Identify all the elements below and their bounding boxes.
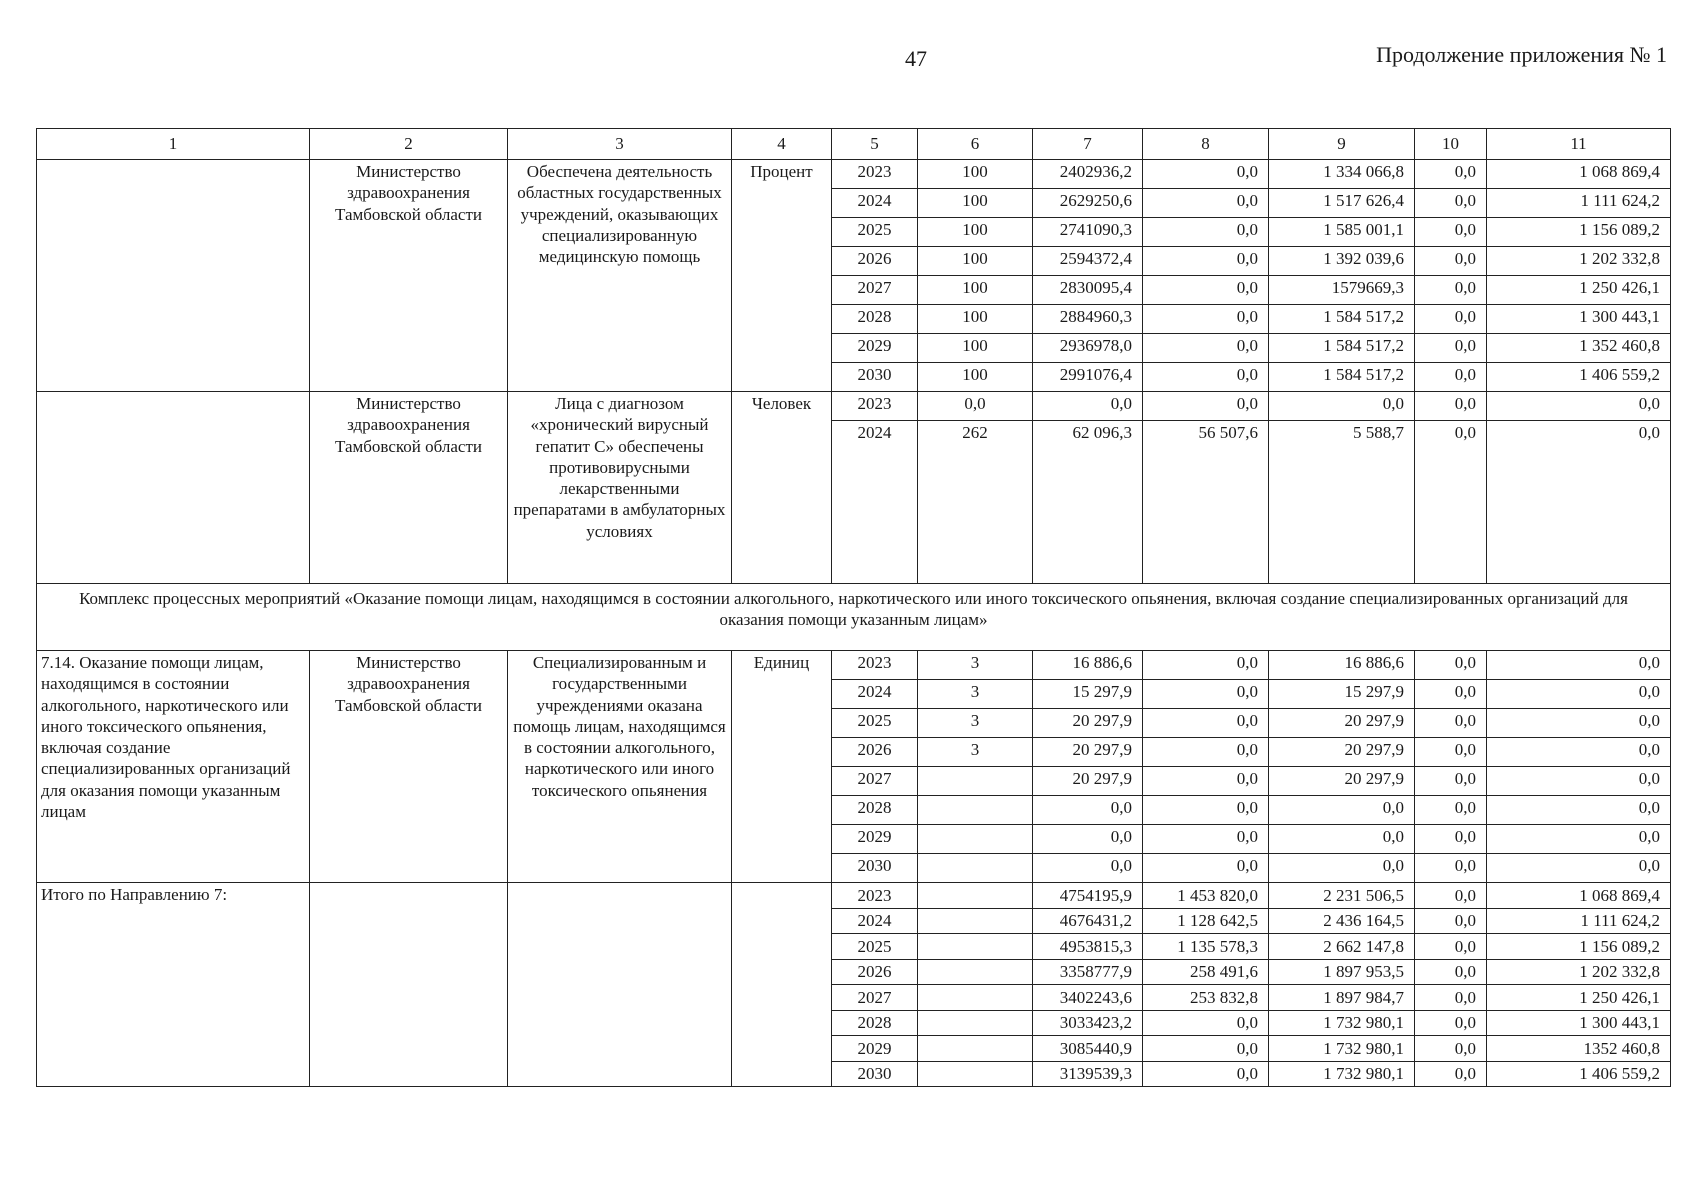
regional-budget: 2 662 147,8	[1269, 934, 1415, 960]
col-header: 10	[1415, 129, 1487, 160]
year: 2025	[832, 934, 918, 960]
extra-budget: 1 300 443,1	[1487, 1010, 1671, 1036]
regional-budget: 1 334 066,8	[1269, 160, 1415, 189]
col-header: 7	[1033, 129, 1143, 160]
local-budget: 0,0	[1415, 247, 1487, 276]
year: 2024	[832, 680, 918, 709]
year: 2029	[832, 1036, 918, 1062]
local-budget: 0,0	[1415, 392, 1487, 421]
regional-budget: 20 297,9	[1269, 738, 1415, 767]
total-funding: 20 297,9	[1033, 738, 1143, 767]
extra-budget: 0,0	[1487, 854, 1671, 883]
federal-budget: 0,0	[1143, 247, 1269, 276]
local-budget: 0,0	[1415, 854, 1487, 883]
total-funding: 2402936,2	[1033, 160, 1143, 189]
indicator-value	[918, 854, 1033, 883]
extra-budget: 0,0	[1487, 709, 1671, 738]
federal-budget: 0,0	[1143, 709, 1269, 738]
federal-budget: 0,0	[1143, 392, 1269, 421]
extra-budget: 1 406 559,2	[1487, 363, 1671, 392]
regional-budget: 1 584 517,2	[1269, 363, 1415, 392]
local-budget: 0,0	[1415, 883, 1487, 909]
federal-budget: 258 491,6	[1143, 959, 1269, 985]
indicator-value: 100	[918, 363, 1033, 392]
year: 2029	[832, 334, 918, 363]
regional-budget: 1 897 953,5	[1269, 959, 1415, 985]
year: 2029	[832, 825, 918, 854]
total-funding: 16 886,6	[1033, 651, 1143, 680]
regional-budget: 2 231 506,5	[1269, 883, 1415, 909]
section-title: Комплекс процессных мероприятий «Оказание помощи лицам, находящимся в состоянии алкогольного, наркотического или иного токсического опьянения, включая создание специализированных организаций для оказания помощи указанным лицам»	[37, 584, 1671, 651]
total-funding: 3139539,3	[1033, 1061, 1143, 1087]
continuation-note: Продолжение приложения № 1	[1376, 42, 1667, 67]
indicator-value	[918, 908, 1033, 934]
federal-budget: 0,0	[1143, 1010, 1269, 1036]
indicator-value	[918, 959, 1033, 985]
federal-budget: 0,0	[1143, 1036, 1269, 1062]
table-row	[37, 392, 1671, 421]
total-funding: 4953815,3	[1033, 934, 1143, 960]
indicator-value	[918, 1061, 1033, 1087]
total-funding: 2594372,4	[1033, 247, 1143, 276]
indicator-value: 3	[918, 738, 1033, 767]
regional-budget: 16 886,6	[1269, 651, 1415, 680]
extra-budget: 1 300 443,1	[1487, 305, 1671, 334]
extra-budget: 0,0	[1487, 796, 1671, 825]
federal-budget: 0,0	[1143, 189, 1269, 218]
total-funding: 2936978,0	[1033, 334, 1143, 363]
indicator-value: 100	[918, 334, 1033, 363]
year: 2023	[832, 883, 918, 909]
regional-budget: 1 392 039,6	[1269, 247, 1415, 276]
total-funding: 3085440,9	[1033, 1036, 1143, 1062]
extra-budget: 1 250 426,1	[1487, 985, 1671, 1011]
regional-budget: 0,0	[1269, 392, 1415, 421]
extra-budget: 0,0	[1487, 825, 1671, 854]
year: 2030	[832, 363, 918, 392]
program-table	[36, 128, 1671, 1087]
col-header: 8	[1143, 129, 1269, 160]
federal-budget: 0,0	[1143, 160, 1269, 189]
federal-budget: 0,0	[1143, 825, 1269, 854]
table-row	[37, 160, 1671, 189]
federal-budget: 0,0	[1143, 738, 1269, 767]
local-budget: 0,0	[1415, 160, 1487, 189]
indicator-value: 262	[918, 421, 1033, 584]
year: 2030	[832, 854, 918, 883]
page-number: 47	[905, 46, 927, 71]
federal-budget: 1 128 642,5	[1143, 908, 1269, 934]
col-header: 5	[832, 129, 918, 160]
regional-budget: 20 297,9	[1269, 709, 1415, 738]
regional-budget: 1 584 517,2	[1269, 334, 1415, 363]
extra-budget: 1 068 869,4	[1487, 883, 1671, 909]
regional-budget: 2 436 164,5	[1269, 908, 1415, 934]
col-header: 2	[310, 129, 508, 160]
indicator-value	[918, 883, 1033, 909]
total-funding: 4754195,9	[1033, 883, 1143, 909]
executor: Министерство здравоохранения Тамбовской области	[310, 160, 508, 392]
federal-budget: 253 832,8	[1143, 985, 1269, 1011]
total-funding: 2884960,3	[1033, 305, 1143, 334]
local-budget: 0,0	[1415, 363, 1487, 392]
regional-budget: 1 732 980,1	[1269, 1010, 1415, 1036]
indicator-value: 100	[918, 305, 1033, 334]
total-funding: 62 096,3	[1033, 421, 1143, 584]
year: 2026	[832, 738, 918, 767]
col-header: 4	[732, 129, 832, 160]
regional-budget: 1579669,3	[1269, 276, 1415, 305]
local-budget: 0,0	[1415, 334, 1487, 363]
total-funding: 2830095,4	[1033, 276, 1143, 305]
indicator-value: 3	[918, 709, 1033, 738]
extra-budget: 0,0	[1487, 738, 1671, 767]
extra-budget: 1 156 089,2	[1487, 934, 1671, 960]
regional-budget: 1 897 984,7	[1269, 985, 1415, 1011]
executor	[310, 883, 508, 1087]
year: 2024	[832, 421, 918, 584]
extra-budget: 1 250 426,1	[1487, 276, 1671, 305]
regional-budget: 20 297,9	[1269, 767, 1415, 796]
extra-budget: 0,0	[1487, 392, 1671, 421]
result-description	[508, 883, 732, 1087]
total-funding: 20 297,9	[1033, 767, 1143, 796]
local-budget: 0,0	[1415, 305, 1487, 334]
federal-budget: 1 135 578,3	[1143, 934, 1269, 960]
local-budget: 0,0	[1415, 651, 1487, 680]
total-funding: 0,0	[1033, 825, 1143, 854]
total-funding: 4676431,2	[1033, 908, 1143, 934]
regional-budget: 1 732 980,1	[1269, 1061, 1415, 1087]
total-funding: 0,0	[1033, 392, 1143, 421]
unit	[732, 883, 832, 1087]
indicator-value: 100	[918, 189, 1033, 218]
local-budget: 0,0	[1415, 1010, 1487, 1036]
unit: Единиц	[732, 651, 832, 883]
total-funding: 3402243,6	[1033, 985, 1143, 1011]
local-budget: 0,0	[1415, 985, 1487, 1011]
measure-name: Итого по Направлению 7:	[37, 883, 310, 1087]
measure-name	[37, 160, 310, 392]
local-budget: 0,0	[1415, 825, 1487, 854]
local-budget: 0,0	[1415, 1061, 1487, 1087]
unit: Человек	[732, 392, 832, 584]
indicator-value	[918, 1036, 1033, 1062]
extra-budget: 1 202 332,8	[1487, 959, 1671, 985]
local-budget: 0,0	[1415, 959, 1487, 985]
executor: Министерство здравоохранения Тамбовской области	[310, 651, 508, 883]
federal-budget: 0,0	[1143, 1061, 1269, 1087]
indicator-value	[918, 767, 1033, 796]
federal-budget: 0,0	[1143, 334, 1269, 363]
indicator-value: 3	[918, 680, 1033, 709]
indicator-value	[918, 934, 1033, 960]
regional-budget: 15 297,9	[1269, 680, 1415, 709]
col-header: 3	[508, 129, 732, 160]
col-header: 1	[37, 129, 310, 160]
total-funding: 3358777,9	[1033, 959, 1143, 985]
extra-budget: 1 406 559,2	[1487, 1061, 1671, 1087]
extra-budget: 0,0	[1487, 680, 1671, 709]
local-budget: 0,0	[1415, 796, 1487, 825]
federal-budget: 0,0	[1143, 854, 1269, 883]
total-funding: 2741090,3	[1033, 218, 1143, 247]
federal-budget: 0,0	[1143, 363, 1269, 392]
extra-budget: 1 352 460,8	[1487, 334, 1671, 363]
year: 2025	[832, 218, 918, 247]
total-funding: 2991076,4	[1033, 363, 1143, 392]
header-row	[37, 129, 1671, 160]
federal-budget: 56 507,6	[1143, 421, 1269, 584]
local-budget: 0,0	[1415, 189, 1487, 218]
local-budget: 0,0	[1415, 908, 1487, 934]
local-budget: 0,0	[1415, 1036, 1487, 1062]
result-description: Лица с диагнозом «хронический вирусный гепатит С» обеспечены противовирусными лекарственными препаратами в амбулаторных условиях	[508, 392, 732, 584]
local-budget: 0,0	[1415, 276, 1487, 305]
extra-budget: 0,0	[1487, 651, 1671, 680]
indicator-value: 3	[918, 651, 1033, 680]
indicator-value	[918, 1010, 1033, 1036]
year: 2024	[832, 189, 918, 218]
total-funding: 2629250,6	[1033, 189, 1143, 218]
indicator-value: 100	[918, 247, 1033, 276]
year: 2024	[832, 908, 918, 934]
federal-budget: 0,0	[1143, 305, 1269, 334]
unit: Процент	[732, 160, 832, 392]
regional-budget: 0,0	[1269, 796, 1415, 825]
regional-budget: 0,0	[1269, 825, 1415, 854]
local-budget: 0,0	[1415, 680, 1487, 709]
year: 2026	[832, 247, 918, 276]
extra-budget: 0,0	[1487, 767, 1671, 796]
section-row	[37, 584, 1671, 651]
indicator-value	[918, 985, 1033, 1011]
year: 2023	[832, 392, 918, 421]
local-budget: 0,0	[1415, 709, 1487, 738]
regional-budget: 1 517 626,4	[1269, 189, 1415, 218]
year: 2026	[832, 959, 918, 985]
total-funding: 3033423,2	[1033, 1010, 1143, 1036]
year: 2027	[832, 276, 918, 305]
federal-budget: 0,0	[1143, 651, 1269, 680]
year: 2028	[832, 796, 918, 825]
regional-budget: 1 585 001,1	[1269, 218, 1415, 247]
indicator-value: 0,0	[918, 392, 1033, 421]
total-funding: 20 297,9	[1033, 709, 1143, 738]
extra-budget: 1 111 624,2	[1487, 908, 1671, 934]
total-funding: 0,0	[1033, 854, 1143, 883]
measure-name	[37, 392, 310, 584]
total-funding: 0,0	[1033, 796, 1143, 825]
regional-budget: 1 584 517,2	[1269, 305, 1415, 334]
local-budget: 0,0	[1415, 421, 1487, 584]
executor: Министерство здравоохранения Тамбовской области	[310, 392, 508, 584]
indicator-value: 100	[918, 160, 1033, 189]
federal-budget: 0,0	[1143, 276, 1269, 305]
year: 2027	[832, 985, 918, 1011]
year: 2027	[832, 767, 918, 796]
year: 2023	[832, 160, 918, 189]
extra-budget: 0,0	[1487, 421, 1671, 584]
table-row	[37, 651, 1671, 680]
federal-budget: 0,0	[1143, 218, 1269, 247]
year: 2025	[832, 709, 918, 738]
year: 2028	[832, 305, 918, 334]
federal-budget: 1 453 820,0	[1143, 883, 1269, 909]
federal-budget: 0,0	[1143, 767, 1269, 796]
indicator-value: 100	[918, 218, 1033, 247]
regional-budget: 1 732 980,1	[1269, 1036, 1415, 1062]
extra-budget: 1 156 089,2	[1487, 218, 1671, 247]
extra-budget: 1 111 624,2	[1487, 189, 1671, 218]
col-header: 11	[1487, 129, 1671, 160]
local-budget: 0,0	[1415, 738, 1487, 767]
federal-budget: 0,0	[1143, 796, 1269, 825]
regional-budget: 5 588,7	[1269, 421, 1415, 584]
indicator-value	[918, 796, 1033, 825]
year: 2023	[832, 651, 918, 680]
result-description: Обеспечена деятельность областных государственных учреждений, оказывающих специализированную медицинскую помощь	[508, 160, 732, 392]
local-budget: 0,0	[1415, 218, 1487, 247]
federal-budget: 0,0	[1143, 680, 1269, 709]
extra-budget: 1 202 332,8	[1487, 247, 1671, 276]
year: 2028	[832, 1010, 918, 1036]
extra-budget: 1 068 869,4	[1487, 160, 1671, 189]
col-header: 6	[918, 129, 1033, 160]
local-budget: 0,0	[1415, 767, 1487, 796]
indicator-value: 100	[918, 276, 1033, 305]
regional-budget: 0,0	[1269, 854, 1415, 883]
table-row	[37, 883, 1671, 909]
indicator-value	[918, 825, 1033, 854]
table-body	[37, 129, 1671, 1087]
local-budget: 0,0	[1415, 934, 1487, 960]
result-description: Специализированным и государственными учреждениями оказана помощь лицам, находящимся в состоянии алкогольного, наркотического или иного токсического опьянения	[508, 651, 732, 883]
total-funding: 15 297,9	[1033, 680, 1143, 709]
measure-name: 7.14. Оказание помощи лицам, находящимся в состоянии алкогольного, наркотического или иного токсического опьянения, включая создание специализированных организаций для оказания помощи указанным лицам	[37, 651, 310, 883]
year: 2030	[832, 1061, 918, 1087]
extra-budget: 1352 460,8	[1487, 1036, 1671, 1062]
col-header: 9	[1269, 129, 1415, 160]
